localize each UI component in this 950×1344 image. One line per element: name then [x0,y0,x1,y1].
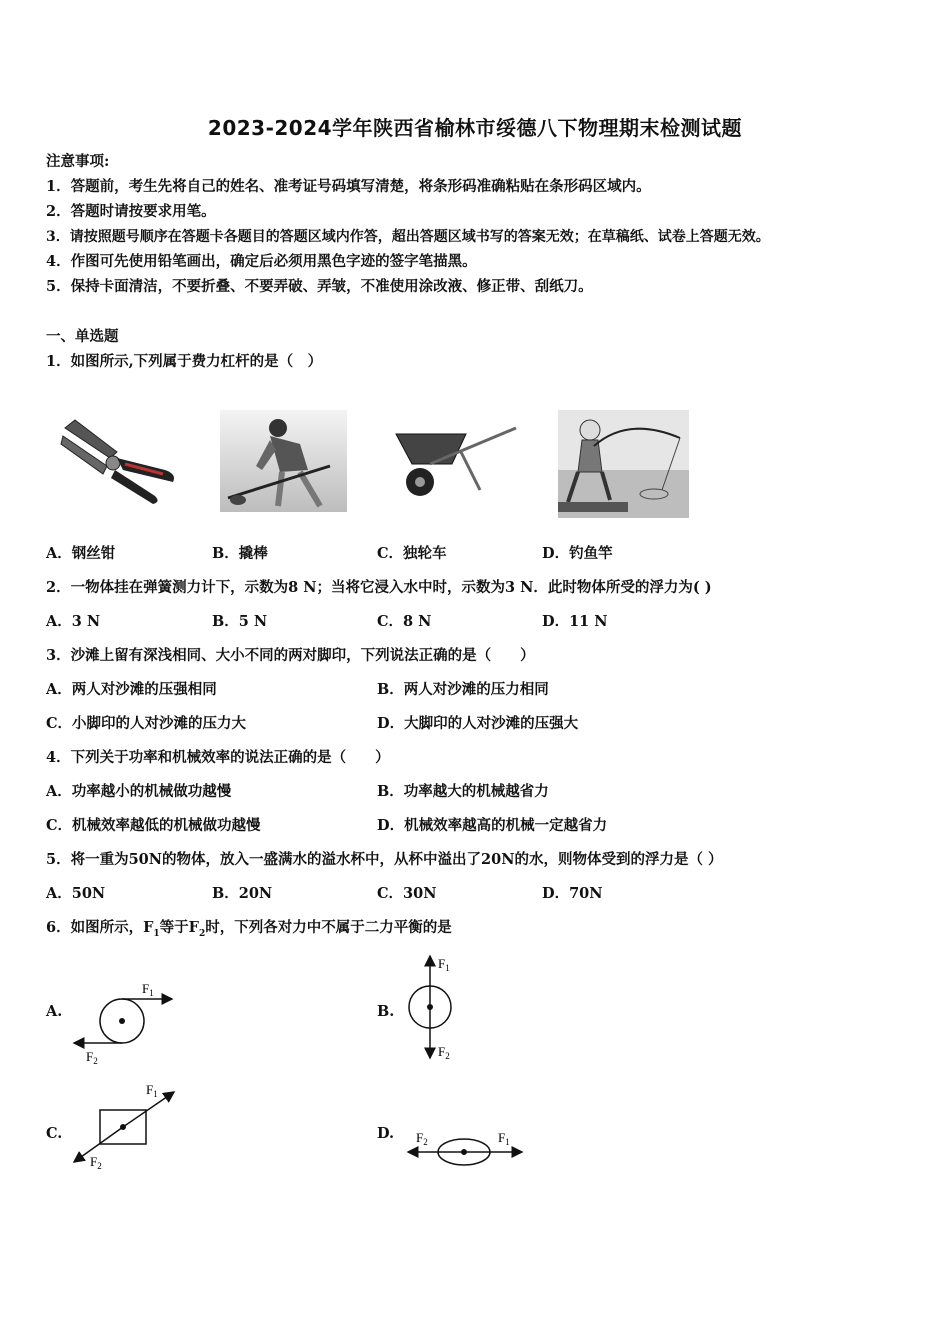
force-label-f1: $F_1$ [142,981,154,998]
q4-option-d[interactable]: D．机械效率越高的机械一定越省力 [377,817,608,834]
crowbar-image [220,410,347,512]
q1-option-d[interactable]: D．钓鱼竿 [542,545,613,562]
q6-option-d[interactable]: D. [377,1125,395,1142]
q2-option-d[interactable]: D．11 N [542,613,608,630]
notice-item: 3．请按照题号顺序在答题卡各题目的答题区域内作答，超出答题区域书写的答案无效；在草稿纸、试卷上答题无效。 [46,229,770,245]
q5-option-d[interactable]: D．70N [542,885,603,902]
page-title: 2023-2024学年陕西省榆林市绥德八下物理期末检测试题 [207,116,743,140]
q1-option-c[interactable]: C．独轮车 [377,545,447,562]
q3-option-b[interactable]: B．两人对沙滩的压力相同 [377,681,549,698]
notice-item: 1．答题前，考生先将自己的姓名、准考证号码填写清楚，将条形码准确粘贴在条形码区域内。 [46,178,651,195]
pliers-image [55,408,185,508]
q5-option-a[interactable]: A．50N [46,885,106,902]
q3-option-d[interactable]: D．大脚印的人对沙滩的压强大 [377,715,579,732]
question-5-stem: 5．将一重为50N的物体，放入一盛满水的溢水杯中，从杯中溢出了20N的水，则物体受到的浮力是（ ） [46,851,723,868]
q3-option-a[interactable]: A．两人对沙滩的压强相同 [46,681,217,698]
wheelbarrow-image [390,420,518,500]
notice-heading: 注意事项: [46,153,110,170]
notice-item: 4．作图可先使用铅笔画出，确定后必须用黑色字迹的签字笔描黑。 [46,253,477,270]
force-diagram-a [70,975,180,1065]
force-label-f2: $F_2$ [86,1049,98,1065]
q2-option-a[interactable]: A．3 N [46,613,101,630]
q2-option-b[interactable]: B．5 N [212,613,268,630]
force-diagram-d [404,1126,528,1172]
force-label-f1: $F_1$ [498,1130,510,1147]
force-label-f2: $F_2$ [416,1130,428,1147]
force-label-f1: $F_1$ [438,956,450,973]
q6-option-b[interactable]: B. [377,1003,395,1020]
force-label-f2: $F_2$ [90,1154,102,1171]
q6-option-a[interactable]: A. [46,1003,63,1020]
q6-option-c[interactable]: C. [46,1125,63,1142]
notice-item: 2．答题时请按要求用笔。 [46,203,216,220]
force-label-f1: $F_1$ [146,1082,158,1099]
q5-option-c[interactable]: C．30N [377,885,437,902]
q1-option-b[interactable]: B．撬棒 [212,545,268,562]
question-6-stem: 6．如图所示，$F_1$等于$F_2$时，下列各对力中不属于二力平衡的是 [46,919,452,939]
force-label-f2: $F_2$ [438,1044,450,1061]
question-1-stem: 1．如图所示,下列属于费力杠杆的是（ ） [46,353,323,370]
question-3-stem: 3．沙滩上留有深浅相同、大小不同的两对脚印，下列说法正确的是（ ） [46,647,535,664]
q4-option-b[interactable]: B．功率越大的机械越省力 [377,783,549,800]
notice-item: 5．保持卡面清洁，不要折叠、不要弄破、弄皱，不准使用涂改液、修正带、刮纸刀。 [46,278,593,295]
q5-option-b[interactable]: B．20N [212,885,273,902]
force-diagram-c [70,1080,180,1172]
q4-option-c[interactable]: C．机械效率越低的机械做功越慢 [46,817,261,834]
q2-option-c[interactable]: C．8 N [377,613,432,630]
question-2-stem: 2．一物体挂在弹簧测力计下，示数为8 N；当将它浸入水中时，示数为3 N．此时物体所受的浮力为( ) [46,579,712,596]
q4-option-a[interactable]: A．功率越小的机械做功越慢 [46,783,232,800]
force-diagram-b [400,950,464,1065]
q3-option-c[interactable]: C．小脚印的人对沙滩的压力大 [46,715,247,732]
fishing-rod-image [558,410,689,518]
q1-option-a[interactable]: A．钢丝钳 [46,545,116,562]
section-heading: 一、单选题 [46,328,119,345]
question-4-stem: 4．下列关于功率和机械效率的说法正确的是（ ） [46,749,390,766]
